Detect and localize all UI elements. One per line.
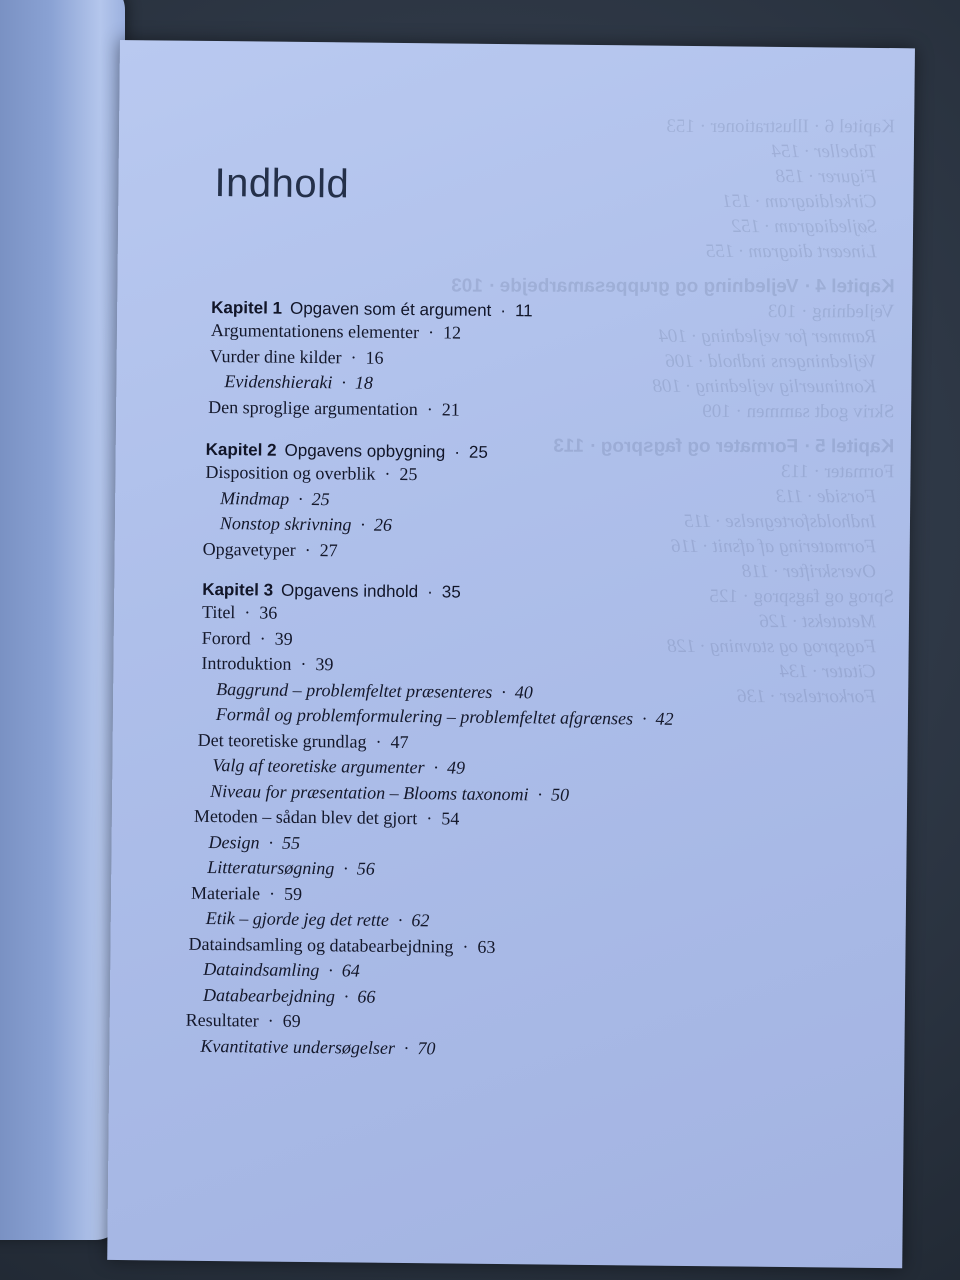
entry-page: 36 bbox=[259, 602, 278, 623]
entry-page: 66 bbox=[357, 986, 376, 1007]
entry-page: 21 bbox=[441, 398, 460, 420]
separator-dot: · bbox=[341, 372, 347, 393]
entry-text: Etik – gjorde jeg det rette bbox=[205, 907, 390, 930]
entry-text: Mindmap bbox=[220, 487, 290, 509]
entry-text: Baggrund – problemfeltet præsenteres bbox=[216, 678, 493, 702]
entry-text: Evidenshieraki bbox=[224, 371, 333, 393]
entry-text: Titel bbox=[201, 601, 236, 623]
entry-page: 39 bbox=[315, 654, 334, 675]
entry-page: 25 bbox=[311, 488, 330, 509]
separator-dot: · bbox=[375, 731, 382, 752]
entry-page: 63 bbox=[477, 936, 496, 957]
entry-page: 16 bbox=[365, 347, 384, 368]
chapter-label: Kapitel 3 bbox=[202, 579, 274, 600]
chapter-3 bbox=[185, 579, 675, 1064]
chapter-label: Kapitel 2 bbox=[205, 439, 277, 460]
chapter-page: 35 bbox=[441, 582, 461, 602]
separator-dot: · bbox=[426, 808, 433, 829]
entry-text: Metoden – sådan blev det gjort bbox=[193, 805, 418, 829]
entry-text: Litteratursøgning bbox=[207, 856, 335, 879]
separator-dot: · bbox=[500, 300, 507, 321]
chapter-title: Opgavens indhold bbox=[281, 580, 419, 602]
entry-text: Disposition og overblik bbox=[205, 461, 376, 484]
separator-dot: · bbox=[328, 960, 333, 981]
separator-dot: · bbox=[268, 883, 276, 904]
entry-page: 59 bbox=[283, 883, 303, 904]
separator-dot: · bbox=[244, 602, 251, 623]
toc-subentry bbox=[185, 1033, 670, 1064]
separator-dot: · bbox=[462, 936, 469, 957]
chapter-title: Opgavens opbygning bbox=[284, 440, 446, 462]
separator-dot: · bbox=[360, 514, 366, 535]
entry-page: 40 bbox=[514, 681, 533, 702]
entry-text: Forord bbox=[201, 627, 251, 648]
book-page bbox=[107, 40, 915, 1268]
entry-page: 50 bbox=[551, 784, 570, 805]
entry-page: 69 bbox=[282, 1010, 301, 1031]
entry-text: Niveau for præsentation – Blooms taxonomi bbox=[210, 780, 529, 804]
entry-text: Opgavetyper bbox=[202, 538, 296, 560]
entry-page: 39 bbox=[274, 628, 293, 649]
entry-page: 56 bbox=[356, 858, 375, 879]
toc-entry bbox=[208, 394, 677, 424]
entry-page: 70 bbox=[417, 1037, 436, 1058]
separator-dot: · bbox=[268, 832, 274, 853]
toc-entry bbox=[203, 536, 676, 566]
entry-page: 55 bbox=[282, 832, 301, 853]
separator-dot: · bbox=[304, 539, 311, 560]
separator-dot: · bbox=[427, 582, 433, 602]
chapter-page: 25 bbox=[468, 442, 488, 462]
separator-dot: · bbox=[426, 398, 433, 419]
entry-text: Materiale bbox=[190, 882, 261, 904]
separator-dot: · bbox=[397, 909, 403, 931]
entry-text: Kvantitative undersøgelser bbox=[200, 1035, 396, 1058]
separator-dot: · bbox=[433, 757, 439, 778]
separator-dot: · bbox=[343, 858, 348, 879]
facing-page-edge bbox=[0, 0, 125, 1240]
entry-page: 27 bbox=[319, 539, 338, 560]
entry-page: 26 bbox=[373, 514, 393, 535]
entry-page: 64 bbox=[341, 960, 360, 981]
entry-text: Nonstop skrivning bbox=[219, 513, 352, 535]
separator-dot: · bbox=[427, 322, 435, 343]
chapter-title: Opgaven som ét argument bbox=[289, 298, 492, 320]
separator-dot: · bbox=[501, 681, 506, 702]
entry-text: Vurder dine kilder bbox=[209, 345, 342, 367]
entry-text: Formål og problemformulering – problemfeltet afgrænses bbox=[215, 704, 634, 729]
show-through-text: Kapitel 6 · Illustrationer · 153 Tabeller · 154 Figurer · 158 Cirkeldiagram · 151 Søjlediagram · 152 Lineært diagram · 155 Kapitel 4 · Vejledning og gruppesamarbejde · 103 Vejledning · 103 Rammer for vejledning · 104 Vejledningens indhold · 106 Kontinuerlig vejledning · 108 Skriv godt sammen · 109 Kapitel 5 · Formater og fagsprog · 113 Formater · 113 Forside · 113 Indholdsfortegnelse · 115 Formatering af afsnit · 116 Overskrifter · 118 Sprog og fagsprog · 125 Metatekst · 126 Fagsprog og stavning · 128 Citater · 134 Forkortelser · 136 bbox=[451, 115, 895, 708]
table-of-contents bbox=[185, 160, 679, 1064]
entry-text: Resultater bbox=[185, 1009, 259, 1031]
entry-page: 25 bbox=[399, 463, 418, 485]
separator-dot: · bbox=[537, 783, 543, 804]
entry-text: Databearbejdning bbox=[202, 984, 336, 1006]
entry-text: Introduktion bbox=[201, 652, 292, 674]
entry-text: Valg af teoretiske argumenter bbox=[212, 755, 425, 778]
separator-dot: · bbox=[267, 1010, 274, 1031]
separator-dot: · bbox=[454, 442, 461, 462]
entry-page: 54 bbox=[441, 808, 460, 829]
entry-text: Den sproglige argumentation bbox=[208, 396, 418, 419]
separator-dot: · bbox=[298, 488, 303, 509]
entry-page: 18 bbox=[354, 372, 373, 393]
separator-dot: · bbox=[403, 1037, 409, 1058]
separator-dot: · bbox=[641, 708, 647, 729]
page-title: Indhold bbox=[214, 160, 350, 207]
entry-page: 12 bbox=[442, 322, 462, 343]
entry-page: 47 bbox=[390, 731, 409, 752]
separator-dot: · bbox=[300, 653, 307, 674]
entry-text: Det teoretiske grundlag bbox=[197, 729, 367, 752]
entry-text: Design bbox=[208, 831, 260, 853]
entry-text: Dataindsamling og databearbejdning bbox=[188, 933, 454, 957]
separator-dot: · bbox=[343, 985, 349, 1006]
separator-dot: · bbox=[384, 463, 391, 484]
separator-dot: · bbox=[350, 346, 357, 367]
chapter-page: 11 bbox=[514, 301, 533, 321]
chapter-1 bbox=[210, 298, 678, 425]
chapter-label: Kapitel 1 bbox=[211, 297, 283, 318]
entry-page: 49 bbox=[446, 757, 466, 778]
entry-text: Dataindsamling bbox=[203, 958, 320, 981]
chapter-2 bbox=[202, 439, 677, 567]
separator-dot: · bbox=[259, 627, 266, 649]
entry-text: Argumentationens elementer bbox=[210, 319, 420, 343]
entry-page: 42 bbox=[655, 708, 674, 729]
entry-page: 62 bbox=[411, 910, 430, 931]
